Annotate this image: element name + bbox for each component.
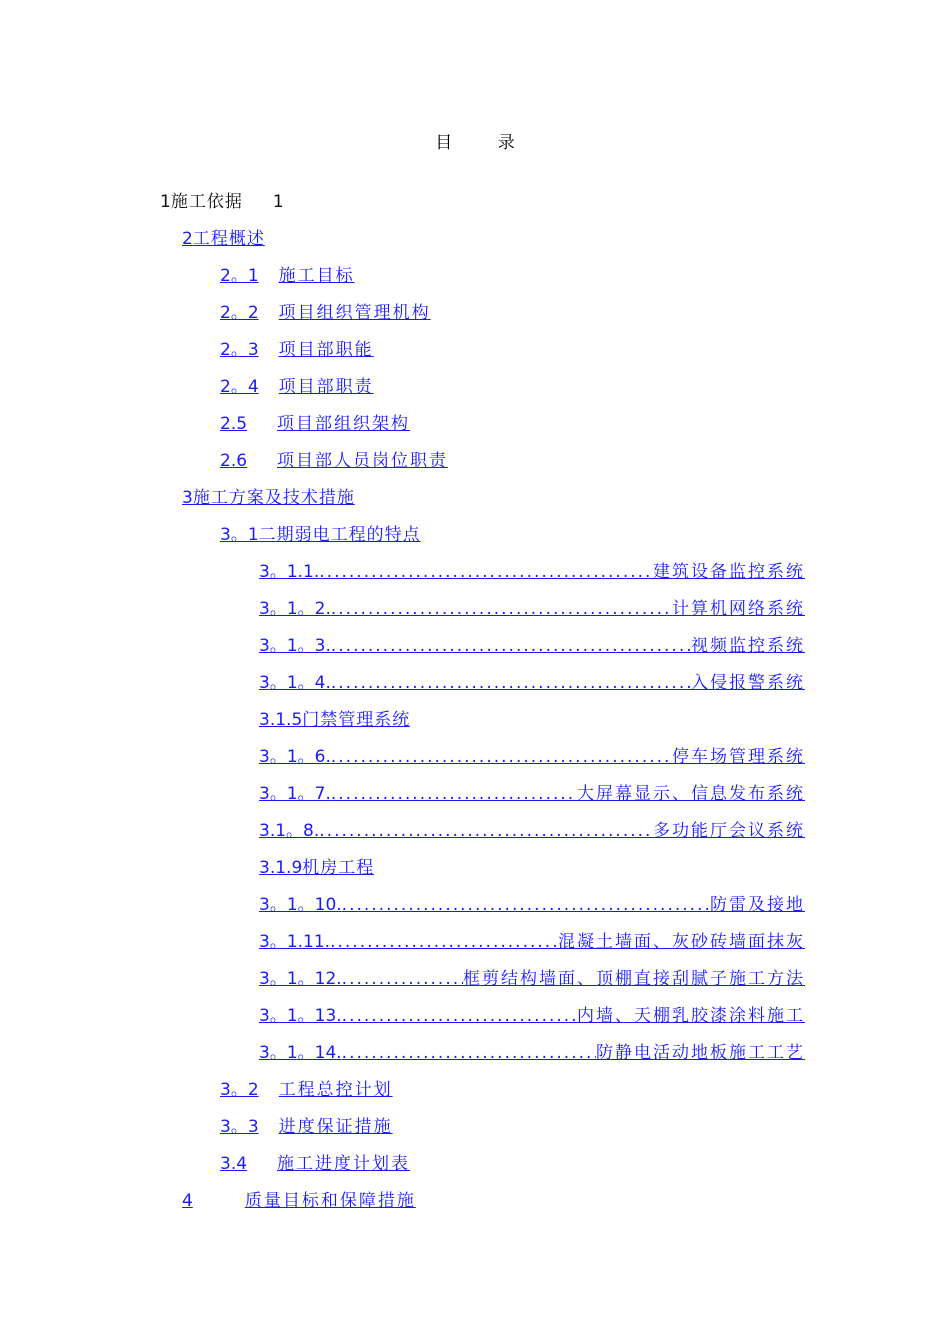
toc-entry-title: 工程总控计划	[278, 1080, 393, 1100]
toc-entry-3-1-14[interactable]	[259, 1040, 805, 1066]
toc-entry-3-1-4[interactable]	[259, 670, 805, 696]
toc-entry-title: 项目部职责	[278, 377, 374, 397]
toc-entry-title: 施工进度计划表	[277, 1154, 411, 1174]
toc-entry-2-6[interactable]	[220, 448, 448, 474]
toc-entry-number: 3。1。7.	[259, 784, 331, 804]
toc-entry-number: 3。3	[220, 1117, 259, 1137]
toc-entry-title: 防静电活动地板施工工艺	[596, 1043, 805, 1063]
toc-entry-title: 框剪结构墙面、顶棚直接刮腻子施工方法	[463, 969, 805, 989]
toc-entry-number: 3。1。12.	[259, 969, 342, 989]
toc-entry-number: 3.1。8.	[259, 821, 320, 841]
toc-entry-1	[160, 189, 284, 215]
toc-entry-number: 3。1	[220, 525, 259, 545]
toc-leader-dots	[330, 929, 558, 955]
toc-entry-3-1-1[interactable]	[259, 559, 805, 585]
toc-leader-dots	[319, 818, 653, 844]
toc-entry-number: 3。1。2.	[259, 599, 331, 619]
toc-entry-number: 3。1。6.	[259, 747, 331, 767]
toc-entry-number: 2。1	[220, 266, 259, 286]
toc-entry-2-4[interactable]	[220, 374, 374, 400]
toc-entry-number: 3。2	[220, 1080, 259, 1100]
toc-entry-title: 入侵报警系统	[691, 673, 805, 693]
toc-entry-3-2[interactable]	[220, 1077, 393, 1103]
toc-entry-3-1[interactable]	[220, 522, 421, 548]
toc-entry-title: 二期弱电工程的特点	[258, 525, 421, 545]
toc-entry-3-1-12[interactable]	[259, 966, 805, 992]
toc-entry-3-1-6[interactable]	[259, 744, 805, 770]
toc-entry-number: 2.5	[220, 414, 248, 434]
toc-entry-title: 质量目标和保障措施	[244, 1191, 416, 1211]
toc-entry-number: 3。1。4.	[259, 673, 331, 693]
toc-entry-title: 多功能厅会议系统	[653, 821, 805, 841]
toc-entry-number: 2	[182, 229, 193, 249]
toc-entry-3-1-9[interactable]	[259, 855, 374, 881]
toc-entry-title: 项目部职能	[278, 340, 374, 360]
toc-leader-dots	[342, 1040, 596, 1066]
toc-entry-4[interactable]	[182, 1188, 416, 1214]
toc-leader-dots	[319, 559, 653, 585]
toc-leader-dots	[331, 670, 691, 696]
toc-entry-3-1-2[interactable]	[259, 596, 805, 622]
toc-entry-title: 防雷及接地	[710, 895, 805, 915]
toc-entry-title: 内墙、天棚乳胶漆涂料施工	[577, 1006, 805, 1026]
toc-entry-title: 门禁管理系统	[302, 710, 411, 730]
toc-entry-number: 3。1。3.	[259, 636, 331, 656]
toc-entry-number: 3.1.5	[259, 710, 303, 730]
toc-entry-3-1-7[interactable]	[259, 781, 805, 807]
toc-leader-dots	[331, 633, 691, 659]
toc-entry-3-1-3[interactable]	[259, 633, 805, 659]
toc-entry-number: 2。3	[220, 340, 259, 360]
toc-entry-number: 3.4	[220, 1154, 248, 1174]
toc-entry-title: 项目部组织架构	[277, 414, 411, 434]
toc-entry-title: 混凝土墙面、灰砂砖墙面抹灰	[558, 932, 805, 952]
toc-entry-number: 3	[182, 488, 193, 508]
toc-entry-title: 项目组织管理机构	[278, 303, 431, 323]
toc-leader-dots	[331, 596, 672, 622]
toc-entry-title: 大屏幕显示、信息发布系统	[577, 784, 805, 804]
toc-leader-dots	[342, 892, 710, 918]
toc-entry-number: 4	[182, 1191, 193, 1211]
toc-entry-page: 1	[272, 192, 284, 212]
toc-entry-title: 计算机网络系统	[672, 599, 805, 619]
toc-leader-dots	[331, 781, 577, 807]
toc-leader-dots	[342, 1003, 577, 1029]
toc-entry-title: 视频监控系统	[691, 636, 805, 656]
toc-entry-number: 3。1。14.	[259, 1043, 342, 1063]
toc-entry-title: 建筑设备监控系统	[653, 562, 805, 582]
toc-entry-2-1[interactable]	[220, 263, 355, 289]
toc-entry-3-1-8[interactable]	[259, 818, 805, 844]
toc-entry-title: 进度保证措施	[278, 1117, 393, 1137]
toc-leader-dots	[342, 966, 463, 992]
toc-entry-2-5[interactable]	[220, 411, 410, 437]
toc-entry-title: 施工依据	[170, 192, 243, 212]
toc-entry-number: 2.6	[220, 451, 248, 471]
toc-entry-3[interactable]	[182, 485, 355, 511]
toc-entry-3-1-10[interactable]	[259, 892, 805, 918]
toc-entry-title: 施工方案及技术措施	[192, 488, 355, 508]
toc-entry-number: 1	[160, 192, 171, 212]
toc-entry-3-4[interactable]	[220, 1151, 410, 1177]
toc-entry-3-1-5[interactable]	[259, 707, 410, 733]
toc-entry-3-1-11[interactable]	[259, 929, 805, 955]
toc-entry-number: 2。4	[220, 377, 259, 397]
toc-entry-title: 停车场管理系统	[672, 747, 805, 767]
toc-entry-number: 3.1.9	[259, 858, 303, 878]
toc-entry-number: 3。1。13.	[259, 1006, 342, 1026]
toc-entry-number: 3。1.1.	[259, 562, 320, 582]
toc-entry-number: 2。2	[220, 303, 259, 323]
toc-title: 目 录	[435, 133, 535, 153]
toc-entry-3-3[interactable]	[220, 1114, 393, 1140]
toc-leader-dots	[331, 744, 672, 770]
toc-entry-2-3[interactable]	[220, 337, 374, 363]
toc-entry-3-1-13[interactable]	[259, 1003, 805, 1029]
toc-entry-2[interactable]	[182, 226, 265, 252]
toc-entry-title: 项目部人员岗位职责	[277, 451, 449, 471]
toc-entry-title: 工程概述	[192, 229, 265, 249]
toc-entry-number: 3。1.11.	[259, 932, 331, 952]
toc-entry-number: 3。1。10.	[259, 895, 342, 915]
toc-entry-title: 施工目标	[278, 266, 355, 286]
toc-entry-2-2[interactable]	[220, 300, 431, 326]
toc-entry-title: 机房工程	[302, 858, 375, 878]
